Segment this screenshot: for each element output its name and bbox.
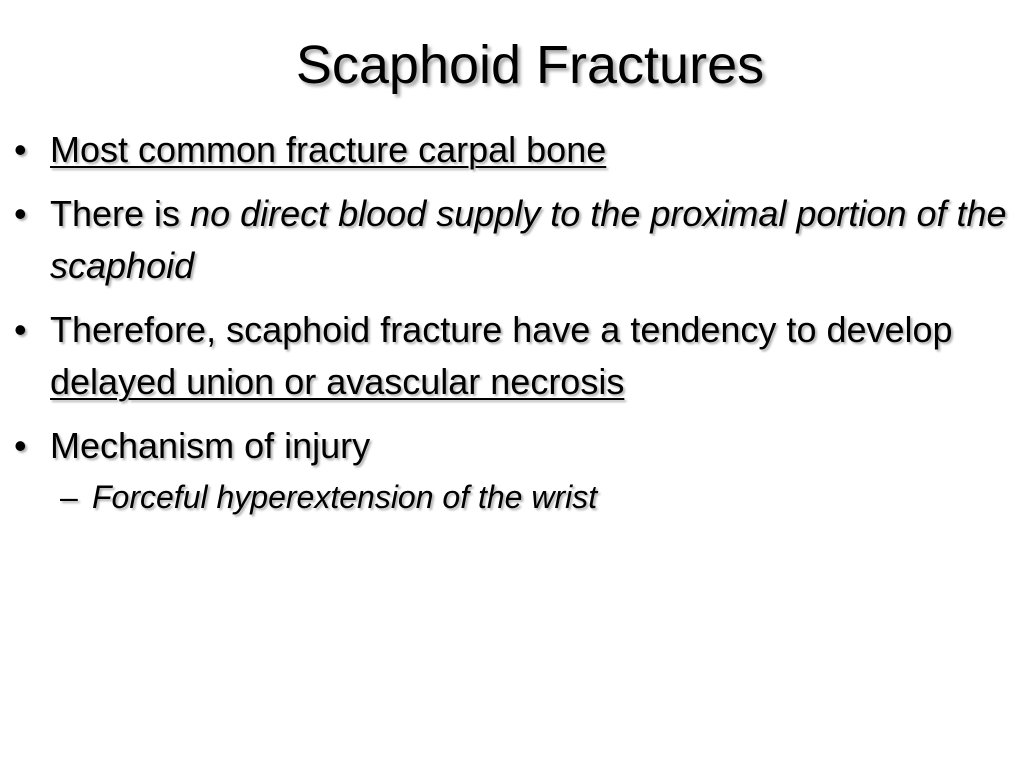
bullet-text: Therefore, scaphoid fracture have a tendency to develop	[50, 309, 953, 350]
bullet-emphasis: no direct blood supply to the proximal portion of the scaphoid	[50, 193, 1007, 286]
bullet-marker: •	[14, 425, 27, 466]
bullet-marker: •	[14, 129, 27, 170]
bullet-item	[10, 420, 1014, 472]
bullet-marker: •	[14, 309, 27, 350]
slide-title: Scaphoid Fractures	[295, 35, 765, 95]
bullet-text: Mechanism of injury	[50, 425, 371, 466]
bullet-list	[10, 124, 1014, 520]
bullet-emphasis: delayed union or avascular necrosis	[50, 361, 625, 402]
bullet-item	[10, 188, 1014, 292]
bullet-item	[10, 304, 1014, 408]
bullet-item	[10, 124, 1014, 176]
sub-bullet-item	[10, 474, 1014, 520]
sub-bullet-text: Forceful hyperextension of the wrist	[92, 479, 598, 515]
bullet-marker: •	[14, 193, 27, 234]
bullet-text: There is	[50, 193, 191, 234]
sub-bullet-marker: –	[60, 479, 78, 515]
bullet-text: Most common fracture carpal bone	[50, 129, 607, 170]
